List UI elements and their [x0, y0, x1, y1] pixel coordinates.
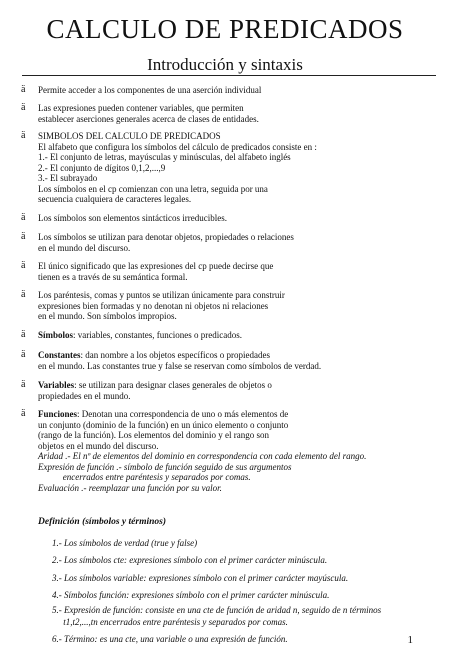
bullet-line: Constantes: dan nombre a los objetos específicos o propiedades: [38, 350, 270, 360]
bullet-line: Símbolos: variables, constantes, funciones o predicados.: [38, 330, 242, 340]
bullet-line: Los símbolos se utilizan para denotar objetos, propiedades o relaciones: [38, 232, 294, 242]
bullet-line: expresiones bien formadas y no denotan ni objetos ni relaciones: [38, 300, 269, 311]
definition-item: t1,t2,...,tn encerrados entre paréntesis y separados por comas.: [52, 617, 288, 627]
bullet-item: [21, 130, 443, 205]
definition-item: 1.- Los símbolos de verdad (true y false): [52, 538, 198, 548]
bullet-line: Los símbolos son elementos sintácticos irreducibles.: [38, 213, 227, 223]
bullet-line: Los paréntesis, comas y puntos se utilizan únicamente para construir: [38, 290, 285, 300]
bullet-line: Evaluación .- reemplazar una función por su valor.: [38, 482, 222, 493]
bullet-line: SIMBOLOS DEL CALCULO DE PREDICADOS: [38, 131, 221, 141]
bullet-line: El único significado que las expresiones del cp puede decirse que: [38, 261, 274, 271]
bullet-line: propiedades en el mundo.: [38, 390, 131, 401]
bullet-keyword: Funciones: [38, 409, 78, 419]
bullet-line: en el mundo del discurso.: [38, 242, 131, 253]
bullet-line: en el mundo. Las constantes true y false se reservan como símbolos de verdad.: [38, 360, 322, 371]
bullet-arrow-icon: ä: [21, 212, 26, 223]
bullet-line: Las expresiones pueden contener variables, que permiten: [38, 103, 244, 113]
page-title: CALCULO DE PREDICADOS: [46, 14, 404, 44]
bullet-item: [21, 408, 443, 493]
definition-item: 6.- Término: es una cte, una variable o una expresión de función.: [52, 634, 288, 644]
definition-item: 2.- Los símbolos cte: expresiones símbolo con el primer carácter minúscula.: [52, 555, 328, 565]
bullet-line: Aridad .- El nº de elementos del dominio en correspondencia con cada elemento del rango.: [38, 451, 367, 461]
bullet-item: [21, 379, 443, 401]
bullet-keyword: Variables: [38, 380, 75, 390]
bullet-line: 1.- El conjunto de letras, mayúsculas y minúsculas, del alfabeto inglés: [38, 152, 291, 162]
bullet-line: establecer aserciones generales acerca de clases de entidades.: [38, 113, 259, 124]
bullet-item: [21, 102, 443, 124]
bullet-line: 3.- El subrayado: [38, 173, 98, 183]
bullet-item: [21, 329, 443, 341]
bullet-arrow-icon: ä: [21, 130, 26, 141]
bullet-line: en el mundo. Son símbolos impropios.: [38, 311, 177, 321]
bullet-arrow-icon: ä: [21, 349, 26, 360]
bullet-item: [21, 260, 443, 282]
bullet-line: secuencia cualquiera de caracteres legales.: [38, 194, 192, 204]
bullet-arrow-icon: ä: [21, 289, 26, 300]
bullet-arrow-icon: ä: [21, 84, 26, 95]
bullet-line: Variables: se utilizan para designar clases generales de objetos o: [38, 380, 272, 390]
bullet-line: Expresión de función .- símbolo de función seguido de sus argumentos: [38, 461, 292, 472]
bullet-arrow-icon: ä: [21, 408, 26, 419]
definition-item: 5.- Expresión de función: consiste en una cte de función de aridad n, seguido de n términos: [52, 605, 382, 615]
bullet-arrow-icon: ä: [21, 379, 26, 390]
bullet-line: El alfabeto que configura los símbolos del cálculo de predicados consiste en :: [38, 141, 317, 152]
title-divider: [22, 75, 436, 76]
bullet-line: encerrados entre paréntesis y separados por comas.: [38, 472, 251, 482]
bullet-line: Permite acceder a los componentes de una aserción individual: [38, 85, 262, 95]
definition-item: 3.- Los símbolos variable: expresiones símbolo con el primer carácter mayúscula.: [52, 573, 349, 583]
bullet-line: 2.- El conjunto de dígitos 0,1,2,...,9: [38, 162, 166, 173]
bullet-arrow-icon: ä: [21, 329, 26, 340]
bullet-line: tienen es a través de su semántica formal.: [38, 271, 188, 282]
bullet-item: [21, 349, 443, 371]
page-number: 1: [407, 634, 413, 646]
bullet-item: [21, 212, 443, 224]
bullet-arrow-icon: ä: [21, 231, 26, 242]
bullet-item: [21, 289, 443, 322]
bullet-keyword: Símbolos: [38, 330, 74, 340]
bullet-keyword: Constantes: [38, 350, 81, 360]
bullet-line: (rango de la función). Los elementos del dominio y el rango son: [38, 430, 269, 440]
bullet-line: Funciones: Denotan una correspondencia de uno o más elementos de: [38, 409, 289, 419]
bullet-line: Los símbolos en el cp comienzan con una letra, seguida por una: [38, 183, 268, 194]
bullet-item: [21, 84, 443, 96]
bullet-item: [21, 231, 443, 253]
bullet-arrow-icon: ä: [21, 102, 26, 113]
page-subtitle: Introducción y sintaxis: [147, 55, 303, 74]
bullet-line: un conjunto (dominio de la función) en un único elemento o conjunto: [38, 419, 289, 430]
definitions-title: Definición (símbolos y términos): [38, 517, 166, 527]
bullet-line: objetos en el mundo del discurso.: [38, 440, 159, 451]
definition-item: 4.- Símbolos función: expresiones símbolo con el primer carácter minúscula.: [52, 590, 330, 600]
bullet-arrow-icon: ä: [21, 260, 26, 271]
